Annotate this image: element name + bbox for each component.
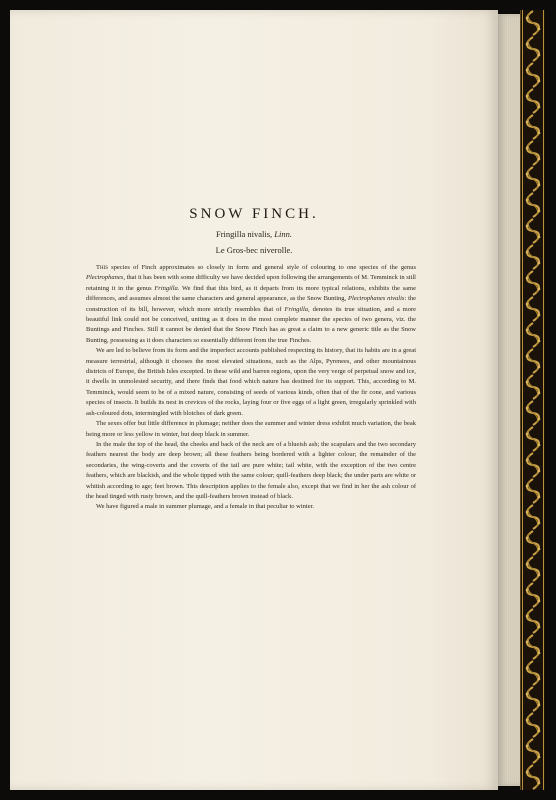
page-title: SNOW FINCH. <box>189 206 319 222</box>
paragraph-text: This <box>96 264 109 271</box>
latin-name: Fringilla nivalis, <box>215 229 273 239</box>
italic-text: Fringilla <box>284 305 309 313</box>
italic-text: Fringilla <box>154 284 178 292</box>
body-text <box>86 263 416 513</box>
paragraph-text: species of Finch approximates so closely in form and general style of colouring to one species of the genus <box>108 264 416 271</box>
body-paragraph <box>86 440 416 502</box>
latin-author: Linn. <box>274 229 293 239</box>
book-page <box>10 10 498 790</box>
gilt-ornament-icon <box>521 10 545 790</box>
body-paragraph <box>86 263 416 346</box>
paragraph-text: The sexes offer but little difference in plumage; neither does the summer and winter dress exhibit much variation, the beak being more or less yellow in winter, but deep black in summer. <box>86 420 416 438</box>
paragraph-text: , that it has been with some difficulty we have decided upon following the arrangements of M. Temminck in still retaining it in the genus <box>86 274 416 292</box>
paragraph-text: . We find that this bird, as it departs from its more typical relations, exhibits the same differences, and assumes almost the same characters and general appearance, as the Snow Bunting, <box>86 284 416 303</box>
paragraph-text: We have figured a male in summer plumage, and a female in that peculiar to winter. <box>96 503 315 511</box>
latin-name-line <box>10 229 498 239</box>
paragraph-text: : the construction of its bill, however, which more strictly resembles that of <box>86 295 417 313</box>
paragraph-text: We are led to believe from its form and the imperfect accounts published respecting its history, that its habits are in a great measure terrestrial, although it chooses the most elevated situations, such as the Alps, Pyrenees, and other mountainous districts of Europe, the British Isles excepted. In these wild and barren regions, upon the very verge of perpetual snow and ice, it dwells in unmolested security, and there finds that food which nature has destined for its support. This, according to M. Temminck, would seem to be of a mixed nature, consisting of seeds of various kinds, often that of the fir cone, and various species of insects. It builds its nest in crevices of the rocks, laying four or five eggs of a light green, irregularly sprinkled with ash-coloured dots, intermingled with blotches of dark green. <box>86 347 416 417</box>
page-edges <box>498 14 520 786</box>
paragraph-text: In the male the top of the head, the cheeks and back of the neck are of a blueish ash; the scapulars and the two secondary feathers nearest the body are deep brown; all these feathers being bordered with a lighter colour; the remainder of the secondaries, the wing-coverts and the coverts of the tail are pure white; tail white, with the exception of the two centre feathers, which are blackish, and the whole tipped with the same colour; quill-feathers deep black; the under parts are white or whitish according to age; feet brown. This description applies to the female also, except that we find in her the ash colour of the head tinged with rusty brown, and the quill-feathers brown instead of black. <box>86 440 416 500</box>
italic-text: Plectrophanes <box>86 274 124 282</box>
body-paragraph <box>86 419 416 440</box>
body-paragraph <box>86 502 416 512</box>
book-spine <box>520 10 545 790</box>
french-name: Le Gros-bec niverolle. <box>215 245 293 255</box>
body-paragraph <box>86 346 416 419</box>
italic-text: Plectrophanes nivalis <box>347 295 405 303</box>
paragraph-text: , denotes its true situation, and a more beautiful link could not be conceived, uniting as it does in the most complete manner the species of two genera, viz. the Buntings and Finches. Still it cannot be denied that the Snow Finch has as great a claim to a new generic title as the Snow Bunting, possessing as it does characters so essentially different from the true Finches. <box>86 305 416 344</box>
